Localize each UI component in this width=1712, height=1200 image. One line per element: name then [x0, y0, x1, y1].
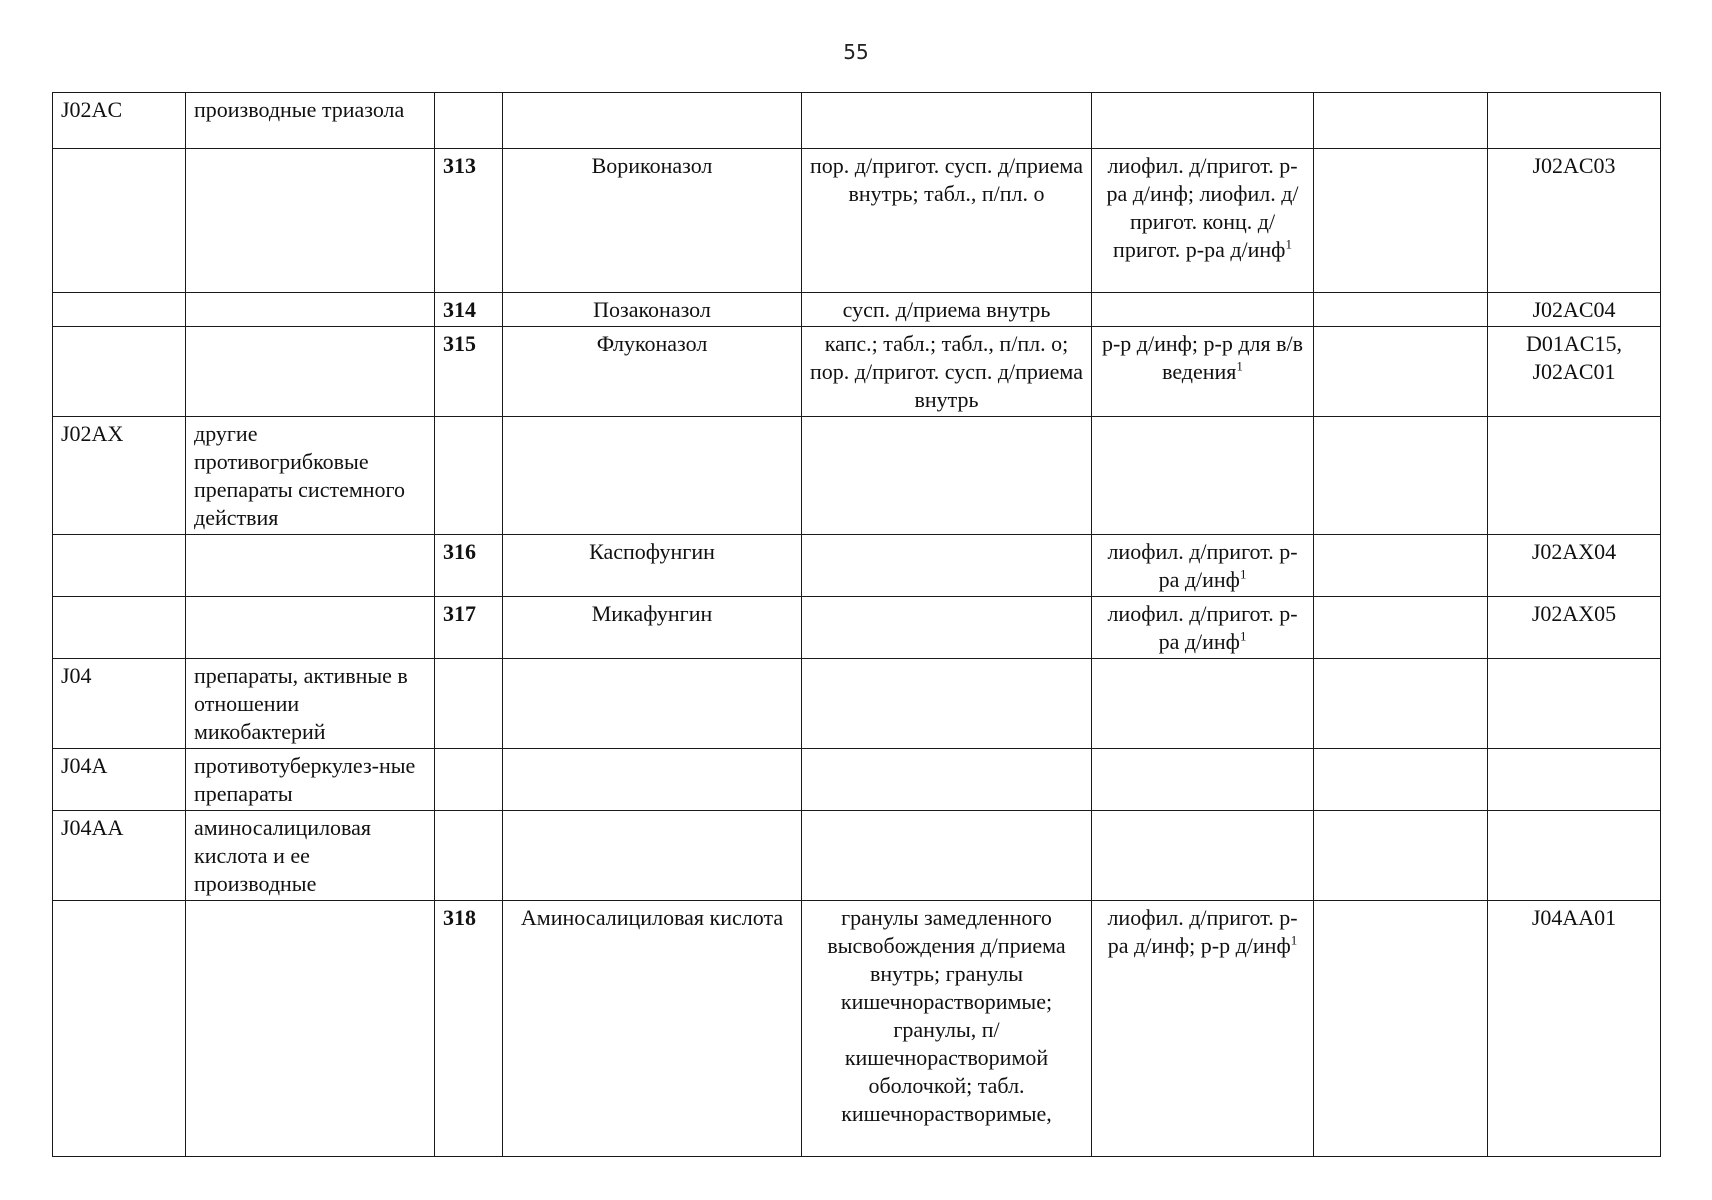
atc-group-code: [53, 901, 186, 1157]
drug-name: Вориконазол: [503, 149, 802, 293]
extra-cell: [1314, 901, 1488, 1157]
table-row: [53, 417, 1661, 535]
injection-forms: лиофил. д/пригот. р-ра д/инф$^1$: [1092, 597, 1314, 659]
atc-code: [1488, 659, 1661, 749]
oral-forms: пор. д/пригот. сусп. д/приема внутрь; табл., п/пл. о: [802, 149, 1092, 293]
injection-forms: [1092, 659, 1314, 749]
injection-forms: лиофил. д/пригот. р-ра д/инф; р-р д/инф$^1$: [1092, 901, 1314, 1157]
extra-cell: [1314, 535, 1488, 597]
atc-group-code: [53, 327, 186, 417]
row-number: 318: [435, 901, 503, 1157]
extra-cell: [1314, 149, 1488, 293]
table-row: [53, 293, 1661, 327]
atc-group-code: [53, 597, 186, 659]
oral-forms: [802, 93, 1092, 149]
atc-group-code: [53, 293, 186, 327]
atc-group-name: [186, 149, 435, 293]
oral-forms: [802, 811, 1092, 901]
injection-forms: [1092, 749, 1314, 811]
atc-group-name: другие противогрибковые препараты системного действия: [186, 417, 435, 535]
table-body: [53, 93, 1661, 1157]
table-row: [53, 749, 1661, 811]
table-row: [53, 535, 1661, 597]
drug-name: Флуконазол: [503, 327, 802, 417]
atc-code: J02AC04: [1488, 293, 1661, 327]
table-row: [53, 659, 1661, 749]
atc-group-name: [186, 597, 435, 659]
row-number: 314: [435, 293, 503, 327]
injection-forms: [1092, 811, 1314, 901]
row-number: [435, 93, 503, 149]
drug-name: Микафунгин: [503, 597, 802, 659]
drug-name: Каспофунгин: [503, 535, 802, 597]
extra-cell: [1314, 293, 1488, 327]
extra-cell: [1314, 811, 1488, 901]
oral-forms: [802, 749, 1092, 811]
row-number: 316: [435, 535, 503, 597]
atc-code: [1488, 749, 1661, 811]
row-number: 317: [435, 597, 503, 659]
drug-name: [503, 659, 802, 749]
atc-group-code: J02AC: [53, 93, 186, 149]
table-row: [53, 327, 1661, 417]
oral-forms: [802, 597, 1092, 659]
drug-name: [503, 417, 802, 535]
table-row: [53, 149, 1661, 293]
oral-forms: капс.; табл.; табл., п/пл. о; пор. д/пригот. сусп. д/приема внутрь: [802, 327, 1092, 417]
atc-code: [1488, 417, 1661, 535]
drug-table: [52, 92, 1661, 1157]
table-row: [53, 93, 1661, 149]
atc-code: [1488, 811, 1661, 901]
oral-forms: [802, 417, 1092, 535]
atc-group-code: [53, 149, 186, 293]
injection-forms: [1092, 417, 1314, 535]
atc-group-code: J04: [53, 659, 186, 749]
drug-name: [503, 811, 802, 901]
atc-group-name: противотуберкулез-ные препараты: [186, 749, 435, 811]
oral-forms: [802, 535, 1092, 597]
extra-cell: [1314, 659, 1488, 749]
atc-group-name: [186, 327, 435, 417]
extra-cell: [1314, 93, 1488, 149]
oral-forms: [802, 659, 1092, 749]
injection-forms: лиофил. д/пригот. р-ра д/инф$^1$: [1092, 535, 1314, 597]
atc-code: J02AC03: [1488, 149, 1661, 293]
oral-forms: гранулы замедленного высвобождения д/приема внутрь; гранулы кишечнорастворимые; гранулы, п/кишечнорастворимой оболочкой; табл. кишечнорастворимые,: [802, 901, 1092, 1157]
table-row: [53, 901, 1661, 1157]
row-number: [435, 749, 503, 811]
atc-group-name: аминосалициловая кислота и ее производные: [186, 811, 435, 901]
drug-name: Аминосалициловая кислота: [503, 901, 802, 1157]
atc-code: D01AC15, J02AC01: [1488, 327, 1661, 417]
row-number: 315: [435, 327, 503, 417]
extra-cell: [1314, 327, 1488, 417]
atc-group-name: [186, 901, 435, 1157]
atc-code: J02AX05: [1488, 597, 1661, 659]
atc-code: J04AA01: [1488, 901, 1661, 1157]
extra-cell: [1314, 417, 1488, 535]
injection-forms: р-р д/инф; р-р для в/в ведения$^1$: [1092, 327, 1314, 417]
row-number: [435, 417, 503, 535]
atc-group-name: [186, 293, 435, 327]
injection-forms: [1092, 93, 1314, 149]
row-number: [435, 659, 503, 749]
atc-group-name: препараты, активные в отношении микобактерий: [186, 659, 435, 749]
atc-group-code: [53, 535, 186, 597]
row-number: 313: [435, 149, 503, 293]
drug-name: [503, 749, 802, 811]
atc-code: J02AX04: [1488, 535, 1661, 597]
table-row: [53, 811, 1661, 901]
injection-forms: [1092, 293, 1314, 327]
atc-group-code: J04AA: [53, 811, 186, 901]
atc-group-name: производные триазола: [186, 93, 435, 149]
oral-forms: сусп. д/приема внутрь: [802, 293, 1092, 327]
atc-group-code: J02AX: [53, 417, 186, 535]
drug-name: [503, 93, 802, 149]
drug-name: Позаконазол: [503, 293, 802, 327]
extra-cell: [1314, 749, 1488, 811]
injection-forms: лиофил. д/пригот. р-ра д/инф; лиофил. д/пригот. конц. д/пригот. р-ра д/инф$^1$: [1092, 149, 1314, 293]
atc-group-code: J04A: [53, 749, 186, 811]
extra-cell: [1314, 597, 1488, 659]
table-row: [53, 597, 1661, 659]
atc-group-name: [186, 535, 435, 597]
page-number: 55: [843, 40, 869, 64]
row-number: [435, 811, 503, 901]
atc-code: [1488, 93, 1661, 149]
